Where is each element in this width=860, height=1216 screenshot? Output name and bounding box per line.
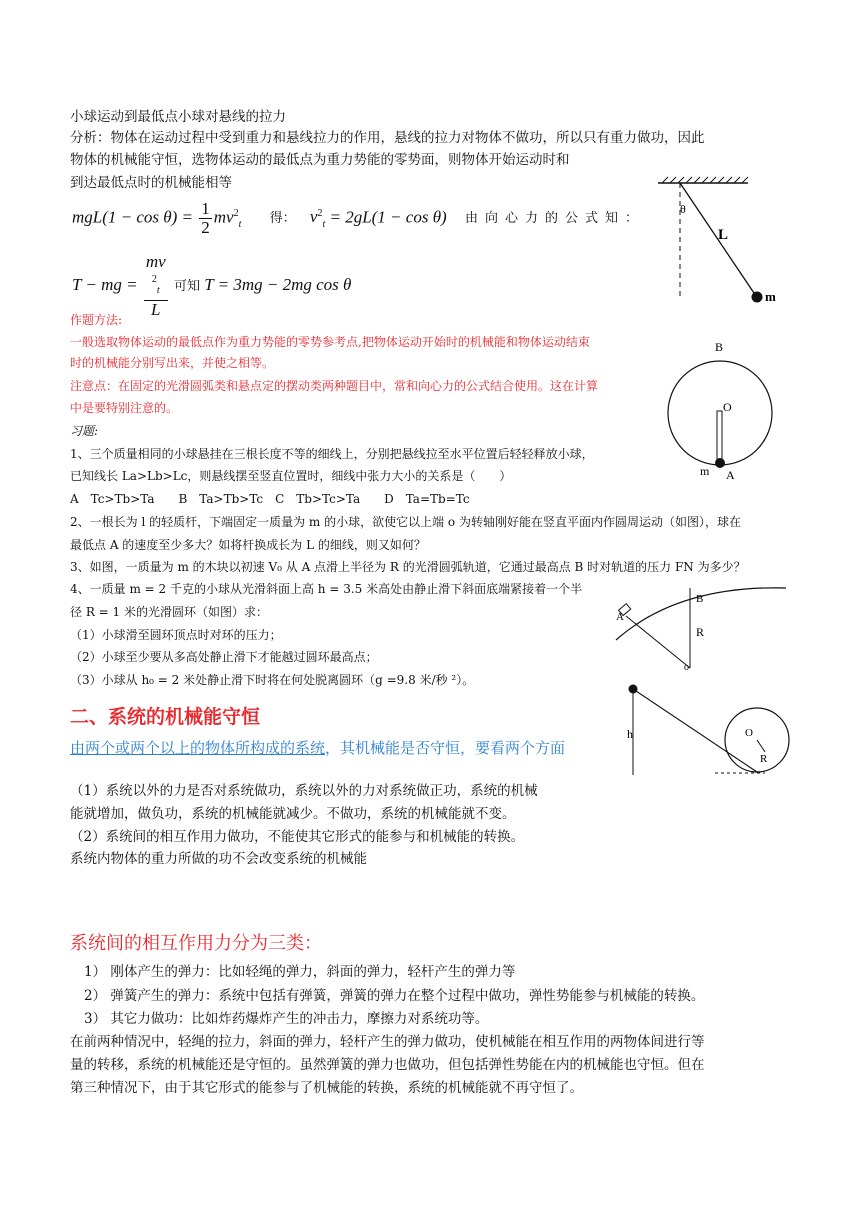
exercise-4b: 径 R = 1 米的光滑圆环（如图）求：: [70, 605, 268, 619]
method-line-2: 时的机械能分别写出来，并使之相等。: [70, 356, 275, 370]
eq1-get: 得：: [269, 211, 296, 227]
equation-energy: mgL(1 − cos θ) = $\frac{1}{2}$ $mv^2_t$ 得： $v^2_t = 2gL(1 - \cos \theta)$ 由向心力的公式知：: [72, 199, 645, 237]
exercise-4-1: （1）小球滑至圆环顶点时对环的压力；: [70, 628, 282, 642]
ceiling-hatch: [662, 177, 748, 183]
label-R: R: [696, 625, 705, 639]
eq1-rhs: mv: [213, 207, 234, 227]
eq1-lhs: mgL(1 − cos θ) =: [72, 207, 194, 227]
section-2-heading: 二、系统的机械能守恒: [70, 706, 261, 728]
ramp-loop-figure: [615, 680, 795, 780]
eq2-know: 可知: [173, 278, 200, 294]
radius-to-A: [626, 616, 690, 668]
eq1-frac-bot: 2: [201, 218, 210, 237]
section-3-heading: 系统间的相互作用力分为三类：: [70, 933, 322, 954]
rod: [717, 411, 722, 463]
pendulum-figure: [650, 175, 790, 310]
exercise-2b: 最低点 A 的速度至少多大？如将杆换成长为 L 的细线，则又如何？: [70, 538, 426, 552]
section-3-para-2: 量的转移，系统的机械能还是守恒的。虽然弹簧的弹力也做功，但包括弹性势能在内的机械能也守恒。但在: [70, 1057, 705, 1073]
label-o: o: [684, 662, 689, 670]
ramp: [633, 689, 757, 772]
exercises-label: 习题:: [70, 424, 99, 438]
title-line: 小球运动到最低点小球对悬线的拉力: [70, 109, 286, 125]
theta-label: θ: [680, 202, 686, 216]
eq2-frac-bot: L: [151, 300, 161, 320]
label-A: A: [726, 468, 735, 482]
exercise-2a: 2、一根长为 l 的轻质杆，下端固定一质量为 m 的小球，欲使它以上端 o 为转轴刚好能在竖直平面内作圆周运动（如图），球在: [70, 515, 741, 529]
exercise-3: 3、如图，一质量为 m 的木块以初速 V₀ 从 A 点滑上半径为 R 的光滑圆弧轨道，它通过最高点 B 时对轨道的压力 FN 为多少？: [70, 560, 746, 574]
label-O: O: [745, 727, 753, 739]
section-3-para-1: 在前两种情况中，轻绳的拉力，斜面的弹力，轻杆产生的弹力做功，使机械能在相互作用的两物体间进行等: [70, 1034, 705, 1050]
section-2-lead-link: 由两个或两个以上的物体所构成的系统: [70, 739, 326, 757]
section-2-p3: 系统内物体的重力所做的功不会改变系统的机械能: [70, 851, 367, 867]
section-3-item-1: 1） 刚体产生的弹力：比如轻绳的弹力，斜面的弹力，轻杆产生的弹力等: [84, 964, 516, 980]
eq1-frac-top: 1: [201, 199, 210, 218]
vertical-circle-figure: [660, 335, 790, 490]
exercise-1a: 1、三个质量相同的小球悬挂在三根长度不等的细线上，分别把悬线拉至水平位置后轻轻释放小球，: [70, 447, 594, 461]
exercise-1-options: A Tc>Tb>Ta B Ta>Tb>Tc C Tb>Tc>Ta D Ta=Tb=Tc: [70, 492, 470, 506]
method-title: 作题方法:: [70, 313, 123, 327]
exercise-4-2: （2）小球至少要从多高处静止滑下才能越过圆环最高点；: [70, 650, 378, 664]
label-R: R: [760, 753, 768, 765]
ball-at-A: [715, 458, 725, 468]
eq2-lhs: T − mg =: [72, 274, 138, 294]
exercise-4a: 4、一质量 m = 2 千克的小球从光滑斜面上高 h = 3.5 米高处由静止滑下斜面底端紧接着一个半: [70, 582, 583, 596]
section-3-item-2: 2） 弹簧产生的弹力：系统中包括有弹簧，弹簧的弹力在整个过程中做功，弹性势能参与机械能的转换。: [84, 988, 705, 1004]
label-O: O: [723, 400, 732, 414]
section-3-item-3: 3） 其它力做功：比如炸药爆炸产生的冲击力，摩擦力对系统功等。: [84, 1011, 489, 1027]
mass-label: m: [765, 289, 776, 304]
label-h: h: [627, 727, 633, 741]
section-2-lead: [70, 738, 610, 758]
eq2-fraction: mv $^2_t$ L: [145, 252, 166, 320]
length-label: L: [718, 227, 729, 243]
method-note-2: 中是要特别注意的。: [70, 401, 179, 415]
label-m: m: [700, 464, 710, 478]
section-3-para-3: 第三种情况下，由于其它形式的能参与了机械能的转换，系统的机械能就不再守恒了。: [70, 1080, 583, 1096]
section-2-p1b: 能就增加，做负功，系统的机械能就减少。不做功，系统的机械能就不变。: [70, 806, 516, 822]
label-A: A: [616, 611, 624, 623]
analysis-line-2: 物体的机械能守恒，选物体运动的最低点为重力势能的零势面，则物体开始运动时和: [70, 152, 570, 168]
section-2-p2: （2）系统间的相互作用力做功，不能使其它形式的能参与和机械能的转换。: [70, 829, 525, 845]
exercise-4-3: （3）小球从 h₀ = 2 米处静止滑下时将在何处脱离圆环（g =9.8 米/秒 ²）。: [70, 673, 475, 687]
label-B: B: [696, 593, 704, 605]
eq1-v: v: [309, 207, 318, 227]
label-B: B: [715, 340, 724, 354]
arc-track-figure: [608, 580, 788, 670]
analysis-line-1: 分析：物体在运动过程中受到重力和悬线拉力的作用，悬线的拉力对物体不做功，所以只有重力做功，因此: [70, 130, 705, 146]
section-2-lead-rest: ，其机械能是否守恒，要看两个方面: [325, 739, 566, 757]
section-2-p1a: （1）系统以外的力是否对系统做功，系统以外的力对系统做正功，系统的机械: [70, 783, 538, 799]
pendulum-ball: [752, 292, 763, 303]
equation-tension: [72, 253, 351, 319]
method-note-1: 注意点：在固定的光滑圆弧类和悬点定的摆动类两种题目中，常和向心力的公式结合使用。这在计算: [70, 379, 599, 393]
analysis-line-3: 到达最低点时的机械能相等: [70, 175, 232, 191]
eq1-from: 由向心力的公式知：: [464, 211, 645, 227]
eq2-result: T = 3mg − 2mg cos θ: [204, 274, 352, 294]
method-line-1: 一般选取物体运动的最低点作为重力势能的零势参考点,把物体运动开始时的机械能和物体运动结束: [70, 335, 590, 349]
loop-radius: [757, 740, 765, 752]
eq2-frac-top: mv: [145, 252, 166, 271]
eq1-fraction: [199, 200, 212, 237]
circle-track: [668, 361, 772, 465]
eq1-v-rhs: = 2gL(1 − cos θ): [329, 207, 447, 227]
exercise-1b: 已知线长 La>Lb>Lc，则悬线摆至竖直位置时，细线中张力大小的关系是（ ）: [70, 469, 512, 483]
